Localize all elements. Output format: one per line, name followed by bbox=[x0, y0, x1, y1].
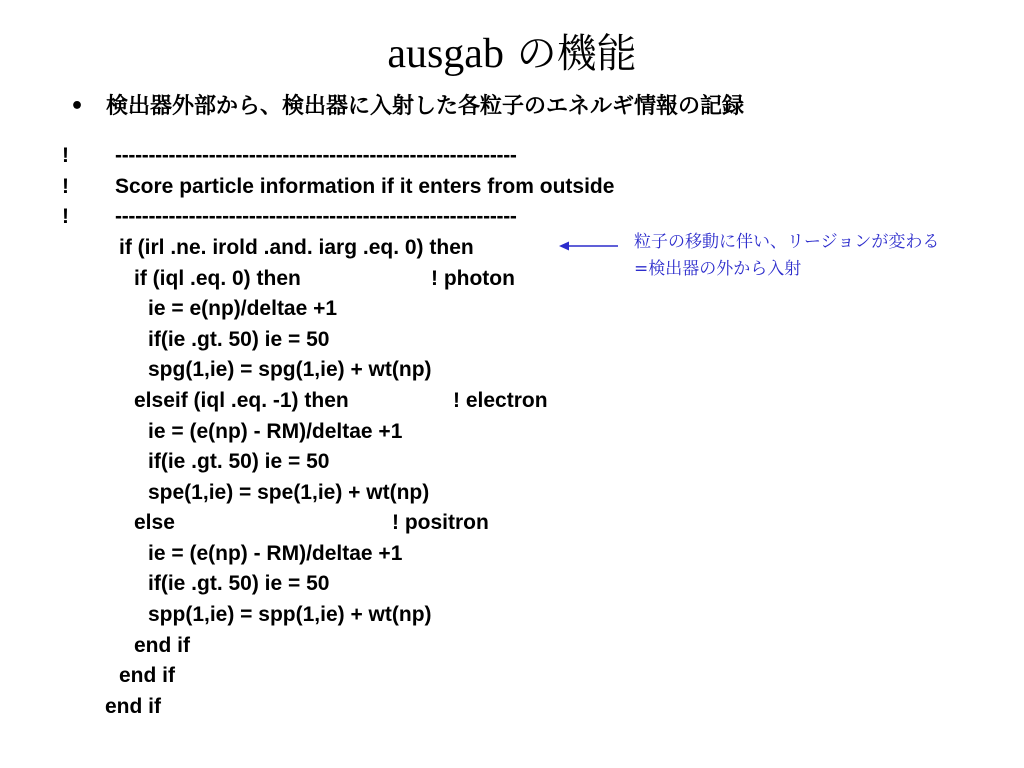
code-line: if (irl .ne. irold .and. iarg .eq. 0) then bbox=[119, 236, 474, 259]
annotation-line-1: 粒子の移動に伴い、リージョンが変わる bbox=[634, 232, 940, 252]
code-line: ie = (e(np) - RM)/deltae +1 bbox=[148, 542, 403, 565]
code-line: spg(1,ie) = spg(1,ie) + wt(np) bbox=[148, 358, 432, 381]
comment-bang-1: ! bbox=[62, 144, 69, 167]
code-line: if (iql .eq. 0) then bbox=[134, 267, 301, 290]
annotation-line-2: =検出器の外から入射 bbox=[634, 259, 802, 279]
bullet-point bbox=[70, 90, 744, 124]
code-line: if(ie .gt. 50) ie = 50 bbox=[148, 572, 330, 595]
comment-electron: ! electron bbox=[453, 389, 548, 412]
code-line: if(ie .gt. 50) ie = 50 bbox=[148, 450, 330, 473]
comment-photon: ! photon bbox=[431, 267, 515, 290]
comment-positron: ! positron bbox=[392, 511, 489, 534]
code-line: end if bbox=[105, 695, 161, 718]
code-line: if(ie .gt. 50) ie = 50 bbox=[148, 328, 330, 351]
code-line: elseif (iql .eq. -1) then bbox=[134, 389, 349, 412]
comment-bang-2: ! bbox=[62, 175, 69, 198]
title-japanese: の機能 bbox=[503, 31, 637, 77]
annotation-note bbox=[634, 229, 939, 283]
comment-header-text: Score particle information if it enters from outside bbox=[115, 175, 615, 198]
code-line: else bbox=[134, 511, 175, 534]
slide-title bbox=[0, 28, 1024, 80]
title-latin: ausgab bbox=[387, 31, 504, 77]
code-line: end if bbox=[119, 664, 175, 687]
left-arrow-icon bbox=[558, 238, 620, 254]
comment-bang-3: ! bbox=[62, 205, 69, 228]
comment-separator-bottom: ------------------------------------------------------------ bbox=[115, 205, 517, 228]
code-line: spp(1,ie) = spp(1,ie) + wt(np) bbox=[148, 603, 432, 626]
code-line: ie = e(np)/deltae +1 bbox=[148, 297, 338, 320]
comment-separator-top: ------------------------------------------------------------ bbox=[115, 144, 517, 167]
bullet-marker: • bbox=[70, 94, 85, 119]
bullet-text: 検出器外部から、検出器に入射した各粒子のエネルギ情報の記録 bbox=[106, 94, 745, 119]
code-line: end if bbox=[134, 634, 190, 657]
code-line: spe(1,ie) = spe(1,ie) + wt(np) bbox=[148, 481, 430, 504]
code-line: ie = (e(np) - RM)/deltae +1 bbox=[148, 420, 403, 443]
